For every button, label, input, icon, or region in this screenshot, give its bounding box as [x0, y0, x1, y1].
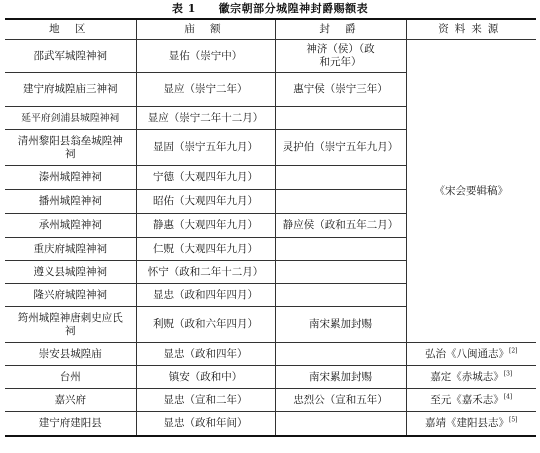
enfeoffment-table	[5, 18, 536, 437]
temple-cell: 显忠（宣和二年）	[136, 389, 275, 412]
footnote-ref: [2]	[509, 347, 518, 354]
region-cell: 承州城隍神祠	[5, 214, 136, 238]
temple-cell: 宁德（大观四年九月）	[136, 166, 275, 190]
region-cell: 隆兴府城隍神祠	[5, 284, 136, 307]
temple-cell: 镇安（政和中）	[136, 366, 275, 389]
source-text: 弘治《八闽通志》	[425, 347, 509, 360]
title-cell	[275, 190, 406, 214]
temple-cell: 显忠（政和年间）	[136, 412, 275, 436]
merged-source-cell: 《宋会要辑稿》	[406, 40, 536, 343]
temple-cell: 昭佑（大观四年九月）	[136, 190, 275, 214]
header-region: 地 区	[5, 19, 136, 40]
temple-cell: 显应（崇宁二年十二月）	[136, 107, 275, 130]
table-caption	[0, 0, 540, 18]
title-cell: 南宋累加封赐	[275, 307, 406, 343]
title-cell	[275, 107, 406, 130]
source-text: 嘉定《赤城志》	[430, 370, 504, 383]
table-row	[5, 40, 536, 73]
table-row	[5, 389, 536, 412]
table-row	[5, 412, 536, 436]
header-source: 资料来源	[406, 19, 536, 40]
region-cell: 筠州城隍神唐刺史应氏祠	[5, 307, 136, 343]
table-number: 表 1	[171, 2, 196, 15]
table-title: 徽宗朝部分城隍神封爵赐额表	[218, 2, 369, 15]
temple-cell: 怀宁（政和二年十二月）	[136, 261, 275, 284]
region-cell: 延平府剑浦县城隍神祠	[5, 107, 136, 130]
title-cell	[275, 412, 406, 436]
temple-cell: 显固（崇宁五年九月）	[136, 130, 275, 166]
region-cell: 建宁府建阳县	[5, 412, 136, 436]
temple-cell: 利贶（政和六年四月）	[136, 307, 275, 343]
title-cell: 惠宁侯（崇宁三年）	[275, 73, 406, 107]
title-cell	[275, 343, 406, 366]
region-cell: 溱州城隍神祠	[5, 166, 136, 190]
title-cell: 忠烈公（宣和五年）	[275, 389, 406, 412]
title-cell: 灵护伯（崇宁五年九月）	[275, 130, 406, 166]
table-row	[5, 366, 536, 389]
region-cell: 台州	[5, 366, 136, 389]
temple-cell: 显忠（政和四年四月）	[136, 284, 275, 307]
title-cell	[275, 238, 406, 261]
region-cell: 重庆府城隍神祠	[5, 238, 136, 261]
region-cell: 播州城隍神祠	[5, 190, 136, 214]
region-cell: 邵武军城隍神祠	[5, 40, 136, 73]
title-cell: 神济（侯）（政和元年）	[275, 40, 406, 73]
temple-cell: 显忠（政和四年）	[136, 343, 275, 366]
temple-cell: 显佑（崇宁中）	[136, 40, 275, 73]
title-cell: 静应侯（政和五年二月）	[275, 214, 406, 238]
footnote-ref: [5]	[509, 416, 518, 424]
table-row	[5, 343, 536, 366]
title-cell	[275, 284, 406, 307]
source-cell	[406, 343, 536, 366]
title-cell	[275, 261, 406, 284]
header-row	[5, 19, 536, 40]
region-cell: 清州黎阳县翁垒城隍神祠	[5, 130, 136, 166]
title-cell	[275, 166, 406, 190]
header-enfeoffment: 封 爵	[275, 19, 406, 40]
header-temple-title: 庙 额	[136, 19, 275, 40]
source-text: 嘉靖《建阳县志》	[425, 416, 509, 429]
region-cell: 遵义县城隍神祠	[5, 261, 136, 284]
temple-cell: 显应（崇宁二年）	[136, 73, 275, 107]
source-cell	[406, 366, 536, 389]
source-cell	[406, 389, 536, 412]
footnote-ref: [3]	[503, 370, 513, 377]
temple-cell: 静惠（大观四年九月）	[136, 214, 275, 238]
region-cell: 建宁府城隍庙三神祠	[5, 73, 136, 107]
title-cell: 南宋累加封赐	[275, 366, 406, 389]
region-cell: 嘉兴府	[5, 389, 136, 412]
source-cell	[406, 412, 536, 436]
footnote-ref: [4]	[503, 393, 513, 400]
region-cell: 崇安县城隍庙	[5, 343, 136, 366]
temple-cell: 仁贶（大观四年九月）	[136, 238, 275, 261]
source-text: 至元《嘉禾志》	[430, 393, 504, 406]
